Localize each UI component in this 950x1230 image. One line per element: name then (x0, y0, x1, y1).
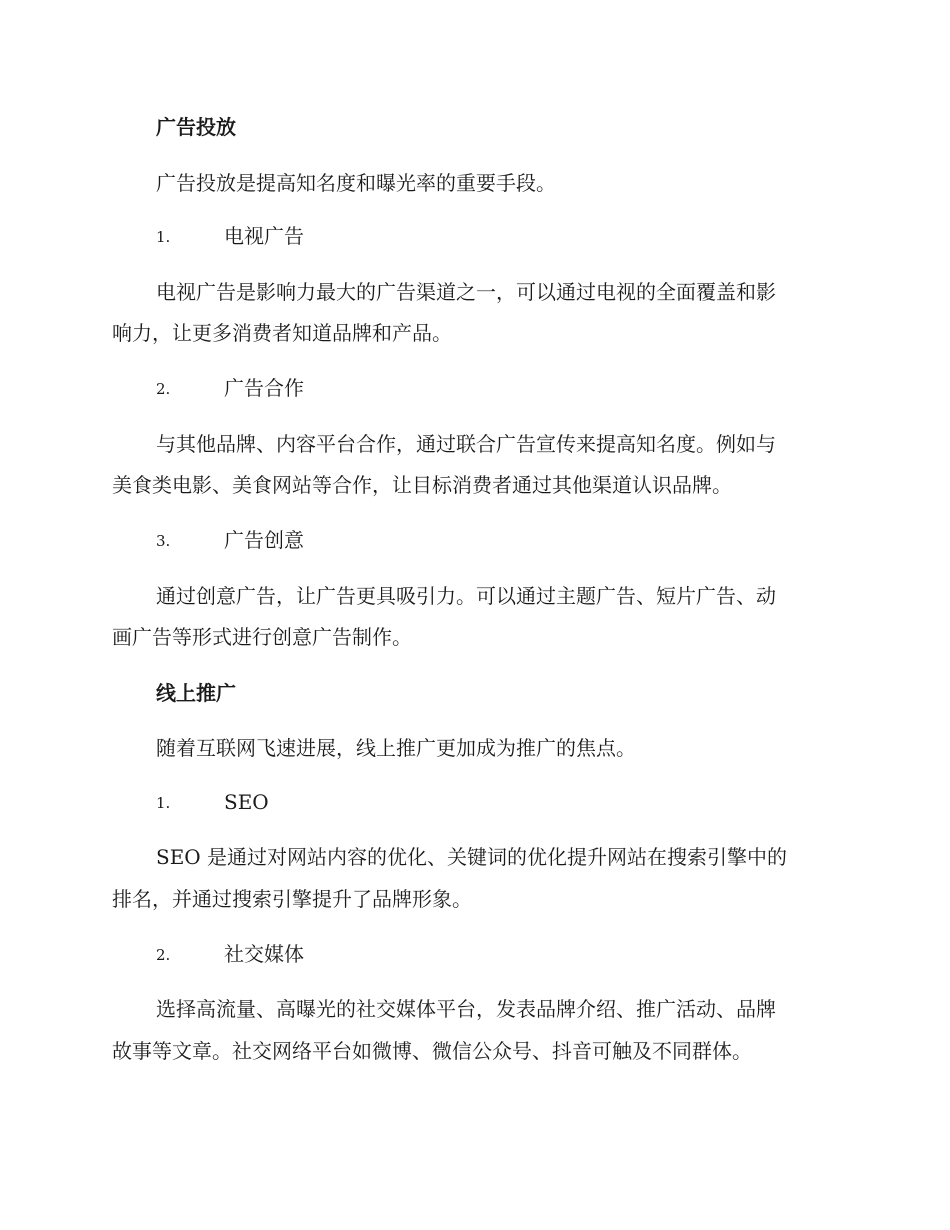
list-number: 2. (156, 946, 171, 964)
list-item-label: 社交媒体 (224, 942, 304, 966)
list-number: 1. (156, 794, 171, 812)
list-number: 3. (156, 532, 171, 550)
paragraph-line: SEO 是通过对网站内容的优化、关键词的优化提升网站在搜索引擎中的 (156, 845, 788, 869)
paragraph-line: 排名，并通过搜索引擎提升了品牌形象。 (112, 887, 472, 911)
section-intro: 随着互联网飞速进展，线上推广更加成为推广的焦点。 (156, 736, 636, 760)
list-number: 2. (156, 380, 171, 398)
paragraph-line: 与其他品牌、内容平台合作，通过联合广告宣传来提高知名度。例如与 (156, 432, 776, 456)
section-heading: 广告投放 (156, 115, 236, 139)
paragraph-line: 通过创意广告，让广告更具吸引力。可以通过主题广告、短片广告、动 (156, 584, 776, 608)
paragraph-line: 响力，让更多消费者知道品牌和产品。 (112, 321, 452, 345)
list-item-label: 电视广告 (224, 224, 304, 248)
paragraph-line: 选择高流量、高曝光的社交媒体平台，发表品牌介绍、推广活动、品牌 (156, 997, 776, 1021)
list-item-label: 广告创意 (224, 528, 304, 552)
paragraph-line: 美食类电影、美食网站等合作，让目标消费者通过其他渠道认识品牌。 (112, 473, 732, 497)
list-number: 1. (156, 228, 171, 246)
paragraph-line: 画广告等形式进行创意广告制作。 (112, 625, 412, 649)
paragraph-line: 电视广告是影响力最大的广告渠道之一，可以通过电视的全面覆盖和影 (156, 280, 776, 304)
list-item-label: 广告合作 (224, 376, 304, 400)
section-intro: 广告投放是提高知名度和曝光率的重要手段。 (156, 171, 556, 195)
list-item-label: SEO (224, 790, 269, 814)
section-heading: 线上推广 (156, 681, 236, 705)
paragraph-line: 故事等文章。社交网络平台如微博、微信公众号、抖音可触及不同群体。 (112, 1039, 752, 1063)
